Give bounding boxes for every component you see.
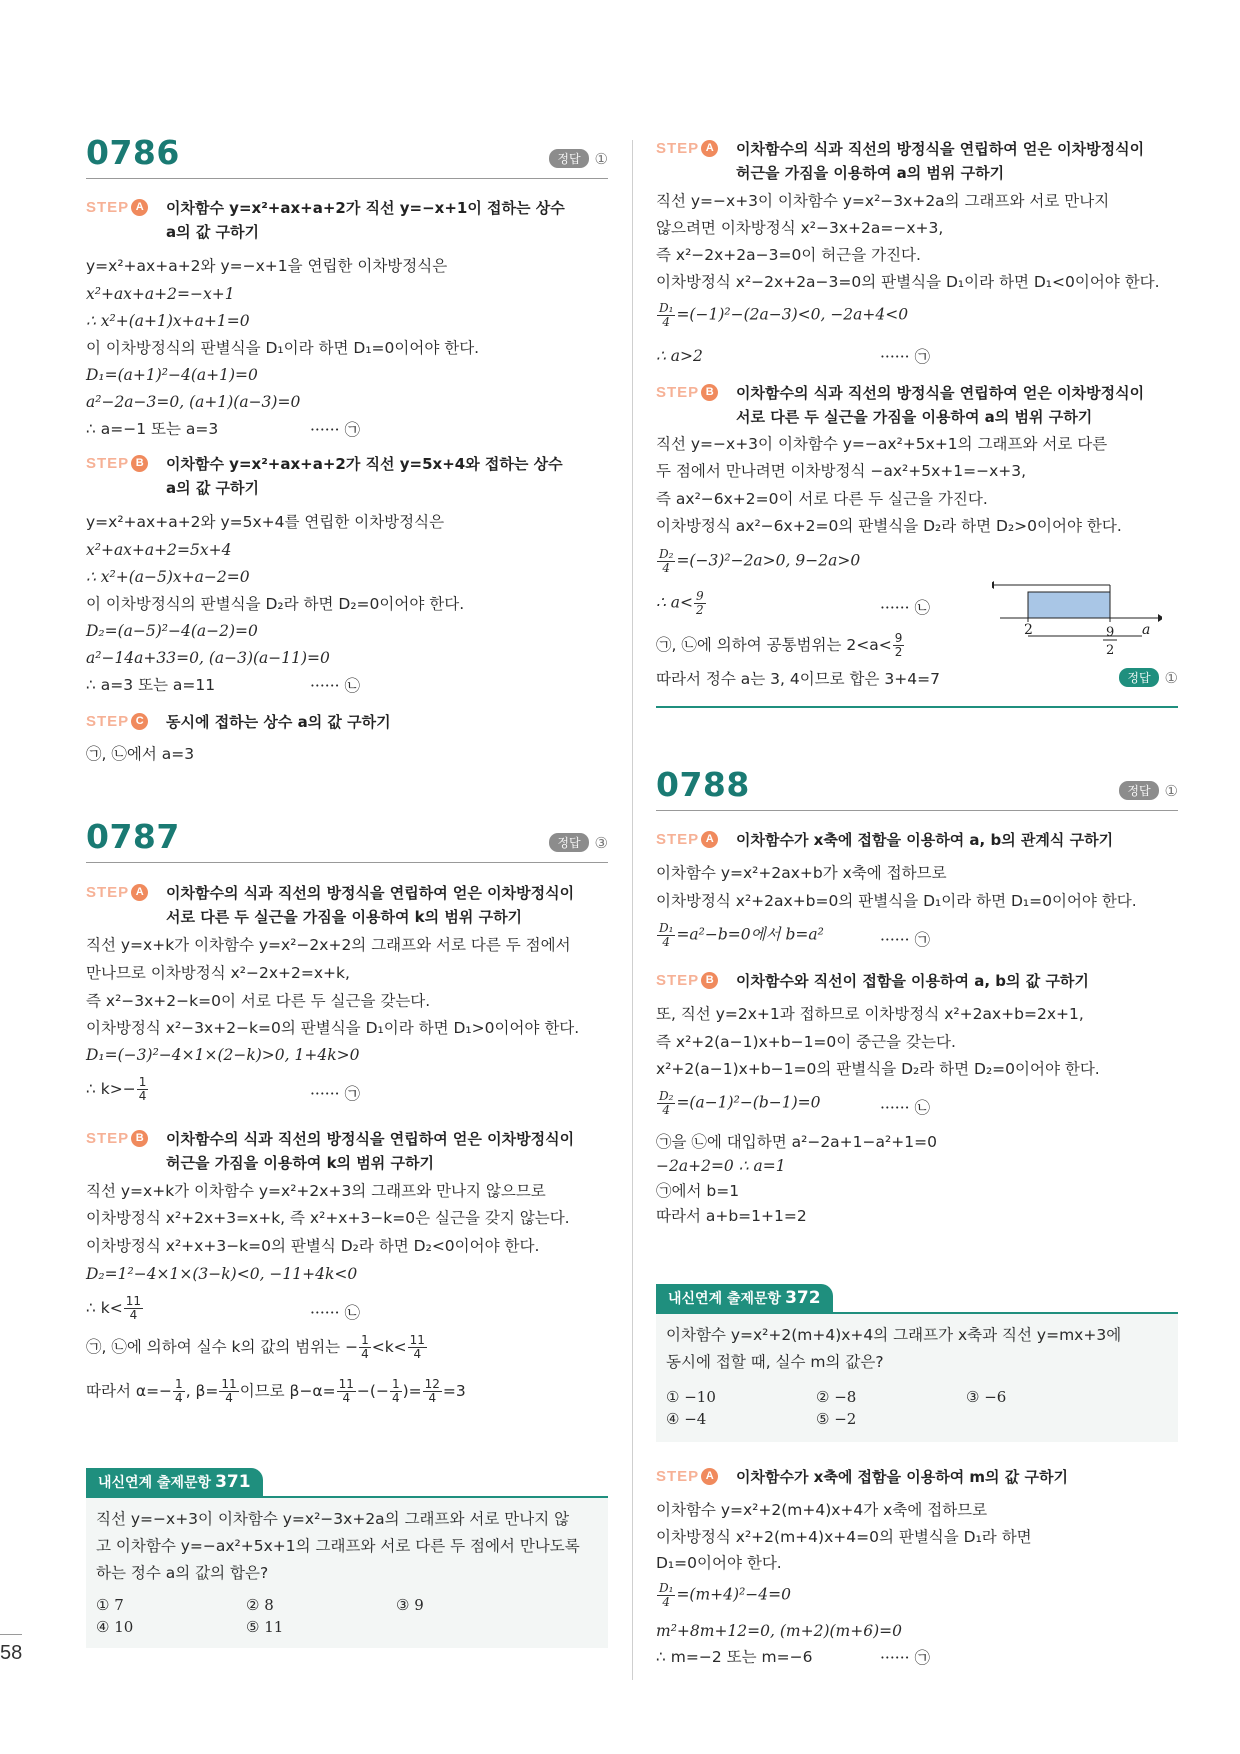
tick-label-9-num: 9 xyxy=(1106,625,1115,640)
solution-line: 따라서 정수 a는 3, 4이므로 합은 3+4=7 xyxy=(656,670,940,688)
choice-2[interactable]: ② 8 xyxy=(246,1596,274,1614)
solution-line: $\frac{\text{D₂}}{4}$ =(−3)²−2a>0, 9−2a>0 xyxy=(659,547,861,575)
right-column xyxy=(656,0,1178,1754)
choice-3[interactable]: ③ −6 xyxy=(966,1388,1007,1406)
solution-line: 않으려면 이차방정식 x²−3x+2a=−x+3, xyxy=(656,219,944,237)
answer-value: ① xyxy=(1164,781,1178,800)
step-title: 동시에 접하는 상수 a의 값 구하기 xyxy=(166,713,391,731)
solution-line: ∴ a< $\frac{9}{2}$ xyxy=(656,589,704,617)
step-c-0786 xyxy=(86,713,608,734)
solution-line: 즉 x²−3x+2−k=0이 서로 다른 두 실근을 갖는다. xyxy=(86,992,431,1010)
range-highlight xyxy=(1028,592,1110,618)
step-badge: STEP A xyxy=(656,140,736,157)
step-title: 이차함수가 x축에 접함을 이용하여 a, b의 관계식 구하기 xyxy=(736,831,1114,849)
solution-line: 따라서 a+b=1+1=2 xyxy=(656,1207,807,1225)
step-title: 이차함수 y=x²+ax+a+2가 직선 y=5x+4와 접하는 상수 a의 값 구하기 xyxy=(166,455,563,497)
bracket-arrow-left xyxy=(992,581,994,589)
solution-line: 이 이차방정식의 판별식을 D₁이라 하면 D₁=0이어야 한다. xyxy=(86,339,480,357)
problem-0788-header xyxy=(656,760,1178,811)
step-badge: STEP A xyxy=(86,199,166,216)
equation-marker: ······ ㉡ xyxy=(310,1304,360,1322)
solution-line: 이차함수 y=x²+2ax+b가 x축에 접하므로 xyxy=(656,864,947,882)
number-line-diagram xyxy=(992,576,1162,666)
solution-line: $\frac{\text{D₁}}{4}$ =a²−b=0에서 b=a² xyxy=(659,921,824,949)
step-badge: STEP A xyxy=(86,884,166,901)
solution-line: 두 점에서 만나려면 이차방정식 −ax²+5x+1=−x+3, xyxy=(656,462,1027,480)
choice-2[interactable]: ② −8 xyxy=(816,1388,857,1406)
step-title: 이차함수의 식과 직선의 방정식을 연립하여 얻은 이차방정식이 서로 다른 두 실근을 가짐을 이용하여 k의 범위 구하기 xyxy=(166,884,575,926)
equation-marker: ······ ㉠ xyxy=(880,348,930,366)
step-badge: STEP A xyxy=(656,831,736,848)
solution-line: ㉠, ㉡에 의하여 공통범위는 2<a< $\frac{9}{2}$ xyxy=(656,631,903,659)
solution-line: 이차함수 y=x²+2(m+4)x+4가 x축에 접하므로 xyxy=(656,1501,988,1519)
solution-line: ∴ x²+(a−5)x+a−2=0 xyxy=(86,568,250,586)
tick-label-9-den: 2 xyxy=(1106,643,1115,658)
solution-line: a²−14a+33=0, (a−3)(a−11)=0 xyxy=(86,649,330,667)
solution-line: ∴ x²+(a+1)x+a+1=0 xyxy=(86,312,250,330)
solution-line: $\frac{\text{D₁}}{4}$ =(−1)²−(2a−3)<0, −2a+4<0 xyxy=(659,301,909,329)
answer-badge: 정답 xyxy=(1119,668,1158,687)
solution-line: 직선 y=x+k가 이차함수 y=x²−2x+2의 그래프와 서로 다른 두 점에서 xyxy=(86,936,571,954)
solution-line: ∴ a=3 또는 a=11 xyxy=(86,676,216,694)
related-problem-label: 내신연계 출제문항 371 xyxy=(86,1468,263,1496)
step-a-0787 xyxy=(86,884,608,929)
step-title: 이차함수의 식과 직선의 방정식을 연립하여 얻은 이차방정식이 서로 다른 두 실근을 가짐을 이용하여 a의 범위 구하기 xyxy=(736,384,1145,426)
equation-marker: ······ ㉡ xyxy=(880,1099,930,1117)
answer-choices xyxy=(666,1388,1178,1428)
answer-value: ③ xyxy=(594,833,608,852)
solution-line: x²+2(a−1)x+b−1=0의 판별식을 D₂라 하면 D₂=0이어야 한다. xyxy=(656,1060,1100,1078)
choice-4[interactable]: ④ 10 xyxy=(96,1618,134,1636)
equation-marker: ······ ㉡ xyxy=(880,599,930,617)
solution-line: a²−2a−3=0, (a+1)(a−3)=0 xyxy=(86,393,301,411)
solution-line: $\frac{\text{D₁}}{4}$ =(m+4)²−4=0 xyxy=(659,1581,791,1609)
problem-number: 0786 xyxy=(86,133,180,172)
axis-label-a: a xyxy=(1142,622,1151,638)
solution-line: y=x²+ax+a+2와 y=5x+4를 연립한 이차방정식은 xyxy=(86,513,445,531)
solution-line: 이차방정식 x²+2ax+b=0의 판별식을 D₁이라 하면 D₁=0이어야 한다. xyxy=(656,892,1137,910)
step-badge: STEP B xyxy=(86,1130,166,1147)
page-number: 58 xyxy=(0,1642,23,1664)
question-line: 이차함수 y=x²+2(m+4)x+4의 그래프가 x축과 직선 y=mx+3에 xyxy=(666,1326,1122,1344)
step-title: 이차함수의 식과 직선의 방정식을 연립하여 얻은 이차방정식이 허근을 가짐을 이용하여 k의 범위 구하기 xyxy=(166,1130,575,1172)
answer-value: ① xyxy=(1164,668,1178,687)
solution-line: 즉 x²+2(a−1)x+b−1=0이 중근을 갖는다. xyxy=(656,1033,956,1051)
column-divider xyxy=(632,140,633,1680)
solution-line: ㉠에서 b=1 xyxy=(656,1182,740,1200)
solution-line: ㉠을 ㉡에 대입하면 a²−2a+1−a²+1=0 xyxy=(656,1133,937,1151)
solution-line: 이차방정식 x²+2(m+4)x+4=0의 판별식을 D₁라 하면 xyxy=(656,1528,1032,1546)
solution-line: D₁=(a+1)²−4(a+1)=0 xyxy=(86,366,258,384)
answer-choices xyxy=(96,1596,608,1636)
section-rule xyxy=(656,706,1178,708)
solution-line: 따라서 α=− $\frac{1}{4}$ , β= $\frac{11}{4}$ 이므로 β−α= $\frac{11}{4}$ −(− $\frac{1}{4}$ )= $\frac{12}{4}$ =3 xyxy=(86,1377,466,1405)
solution-line: ∴ m=−2 또는 m=−6 xyxy=(656,1648,813,1666)
answer-badge: 정답 xyxy=(1119,781,1158,800)
answer-indicator xyxy=(1119,781,1178,800)
step-badge: STEP B xyxy=(656,384,736,401)
answer-badge: 정답 xyxy=(549,833,588,852)
solution-line: 즉 ax²−6x+2=0이 서로 다른 두 실근을 가진다. xyxy=(656,490,988,508)
solution-line: 이차방정식 ax²−6x+2=0의 판별식을 D₂라 하면 D₂>0이어야 한다. xyxy=(656,517,1122,535)
solution-line: D₂=1²−4×1×(3−k)<0, −11+4k<0 xyxy=(86,1265,358,1283)
step-a-371 xyxy=(656,140,1178,185)
step-title: 이차함수가 x축에 접함을 이용하여 m의 값 구하기 xyxy=(736,1468,1068,1486)
step-badge: STEP B xyxy=(86,455,166,472)
question-line: 고 이차함수 y=−ax²+5x+1의 그래프와 서로 다른 두 점에서 만나도록 xyxy=(96,1537,580,1555)
problem-number: 0787 xyxy=(86,817,180,856)
choice-1[interactable]: ① 7 xyxy=(96,1596,124,1614)
equation-marker: ······ ㉡ xyxy=(310,677,360,695)
related-problem-372-header xyxy=(656,1284,1178,1314)
solution-line: ∴ a>2 xyxy=(656,347,703,365)
solution-line: ㉠, ㉡에 의하여 실수 k의 값의 범위는 − $\frac{1}{4}$ <k< $\frac{11}{4}$ xyxy=(86,1333,425,1361)
related-problem-label: 내신연계 출제문항 372 xyxy=(656,1284,833,1312)
step-b-0787 xyxy=(86,1130,608,1175)
choice-1[interactable]: ① −10 xyxy=(666,1388,716,1406)
step-a-0788 xyxy=(656,831,1178,852)
answer-indicator xyxy=(1119,668,1178,687)
solution-line: 직선 y=x+k가 이차함수 y=x²+2x+3의 그래프와 만나지 않으므로 xyxy=(86,1182,546,1200)
solution-line: 직선 y=−x+3이 이차함수 y=x²−3x+2a의 그래프와 서로 만나지 xyxy=(656,192,1110,210)
tick-label-2: 2 xyxy=(1024,622,1033,638)
solution-line: 이 이차방정식의 판별식을 D₂라 하면 D₂=0이어야 한다. xyxy=(86,595,465,613)
step-b-0786 xyxy=(86,455,608,500)
solution-line: 또, 직선 y=2x+1과 접하므로 이차방정식 x²+2ax+b=2x+1, xyxy=(656,1005,1084,1023)
choice-5[interactable]: ⑤ −2 xyxy=(816,1410,857,1428)
solution-line: m²+8m+12=0, (m+2)(m+6)=0 xyxy=(656,1622,903,1640)
step-a-372 xyxy=(656,1468,1178,1489)
solution-line: y=x²+ax+a+2와 y=−x+1을 연립한 이차방정식은 xyxy=(86,257,448,275)
solution-line: ∴ a=−1 또는 a=3 xyxy=(86,420,219,438)
step-badge: STEP C xyxy=(86,713,166,730)
equation-marker: ······ ㉠ xyxy=(880,1649,930,1667)
step-badge: STEP A xyxy=(656,1468,736,1485)
solution-line: $\frac{\text{D₂}}{4}$ =(a−1)²−(b−1)=0 xyxy=(659,1089,821,1117)
choice-3[interactable]: ③ 9 xyxy=(396,1596,424,1614)
solution-line: 이차방정식 x²−3x+2−k=0의 판별식을 D₁이라 하면 D₁>0이어야 한다. xyxy=(86,1019,580,1037)
step-badge: STEP B xyxy=(656,972,736,989)
question-line: 하는 정수 a의 값의 합은? xyxy=(96,1564,269,1582)
solution-line: 즉 x²−2x+2a−3=0이 허근을 가진다. xyxy=(656,246,921,264)
choice-4[interactable]: ④ −4 xyxy=(666,1410,707,1428)
axis-arrow-right xyxy=(1158,614,1162,622)
answer-value: ① xyxy=(594,149,608,168)
solution-line: D₁=(−3)²−4×1×(2−k)>0, 1+4k>0 xyxy=(86,1046,360,1064)
solution-line: ∴ k< $\frac{11}{4}$ xyxy=(86,1294,142,1322)
answer-indicator xyxy=(549,149,608,168)
step-title: 이차함수의 식과 직선의 방정식을 연립하여 얻은 이차방정식이 허근을 가짐을 이용하여 a의 범위 구하기 xyxy=(736,140,1145,182)
solution-line: x²+ax+a+2=−x+1 xyxy=(86,285,235,303)
related-problem-371-header xyxy=(86,1468,608,1498)
problem-number: 0788 xyxy=(656,765,750,804)
problem-0787-header xyxy=(86,812,608,863)
solution-line: 이차방정식 x²−2x+2a−3=0의 판별식을 D₁이라 하면 D₁<0이어야 한다. xyxy=(656,273,1160,291)
step-b-0788 xyxy=(656,972,1178,993)
step-b-371 xyxy=(656,384,1178,429)
step-a-0786 xyxy=(86,199,608,244)
answer-indicator xyxy=(549,833,608,852)
equation-marker: ······ ㉠ xyxy=(880,931,930,949)
left-column xyxy=(86,0,608,1754)
choice-5[interactable]: ⑤ 11 xyxy=(246,1618,284,1636)
solution-line: −2a+2=0 ∴ a=1 xyxy=(656,1157,786,1175)
solution-line: 만나므로 이차방정식 x²−2x+2=x+k, xyxy=(86,964,350,982)
solution-line: ∴ k>− $\frac{1}{4}$ xyxy=(86,1075,147,1103)
solution-line: 이차방정식 x²+2x+3=x+k, 즉 x²+x+3−k=0은 실근을 갖지 않는다. xyxy=(86,1209,570,1227)
equation-marker: ······ ㉠ xyxy=(310,1085,360,1103)
step-title: 이차함수 y=x²+ax+a+2가 직선 y=−x+1이 접하는 상수 a의 값 구하기 xyxy=(166,199,565,241)
equation-marker: ······ ㉠ xyxy=(310,421,360,439)
problem-0786-header xyxy=(86,128,608,179)
question-line: 직선 y=−x+3이 이차함수 y=x²−3x+2a의 그래프와 서로 만나지 않 xyxy=(96,1510,570,1528)
question-line: 동시에 접할 때, 실수 m의 값은? xyxy=(666,1353,884,1371)
solution-line: ㉠, ㉡에서 a=3 xyxy=(86,745,195,763)
solution-line: D₁=0이어야 한다. xyxy=(656,1554,782,1572)
solution-line: x²+ax+a+2=5x+4 xyxy=(86,541,232,559)
step-title: 이차함수와 직선이 접함을 이용하여 a, b의 값 구하기 xyxy=(736,972,1089,990)
answer-badge: 정답 xyxy=(549,149,588,168)
solution-line: 이차방정식 x²+x+3−k=0의 판별식 D₂라 하면 D₂<0이어야 한다. xyxy=(86,1237,540,1255)
solution-line: 직선 y=−x+3이 이차함수 y=−ax²+5x+1의 그래프와 서로 다른 xyxy=(656,435,1108,453)
solution-line: D₂=(a−5)²−4(a−2)=0 xyxy=(86,622,258,640)
page-edge-tick xyxy=(0,1634,22,1635)
